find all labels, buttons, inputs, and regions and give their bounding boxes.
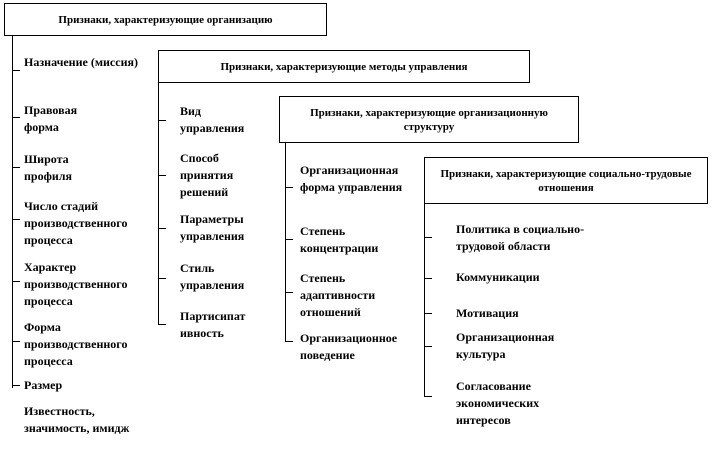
tick	[424, 237, 432, 238]
list-item: Степень адаптивности отношений	[300, 271, 376, 319]
list-item: Организационная культура	[456, 330, 555, 361]
list-item: Известность, значимость, имидж	[24, 404, 130, 435]
list-item: Стиль управления	[180, 261, 245, 292]
list-item: Партисипативность	[180, 309, 246, 340]
list-item: Назначение (миссия)	[24, 55, 138, 69]
tick	[12, 167, 20, 168]
box-social-labor	[424, 157, 708, 204]
tick	[158, 120, 166, 121]
list-item: Широта профиля	[24, 152, 73, 183]
tick	[158, 324, 166, 325]
tick	[12, 341, 20, 342]
list-item: Параметры управления	[180, 212, 245, 243]
tick	[158, 228, 166, 229]
list-item: Размер	[24, 378, 63, 392]
connector-organization	[12, 36, 13, 388]
list-item: Вид управления	[180, 104, 245, 135]
list-item: Организационное поведение	[300, 331, 398, 362]
connector-org-structure	[285, 143, 286, 341]
list-item: Согласование экономических интересов	[456, 379, 540, 427]
tick	[285, 239, 293, 240]
tick	[285, 187, 293, 188]
tick	[12, 70, 20, 71]
tick	[424, 346, 432, 347]
tick	[12, 281, 20, 282]
list-item: Правовая форма	[24, 103, 78, 134]
list-item: Степень концентрации	[300, 224, 379, 255]
box-management-methods-title: Признаки, характеризующие методы управления	[220, 60, 468, 73]
list-item: Число стадий производственного процесса	[24, 199, 128, 247]
tick	[285, 341, 293, 342]
tick	[12, 117, 20, 118]
box-organization-title: Признаки, характеризующие организацию	[58, 13, 273, 26]
list-item: Способ принятия решений	[180, 151, 234, 199]
tick	[158, 175, 166, 176]
tick	[424, 278, 432, 279]
list-item: Характер производственного процесса	[24, 260, 128, 308]
list-item: Коммуникации	[456, 270, 540, 284]
box-social-labor-title: Признаки, характеризующие социально-трудовые отношения	[440, 167, 692, 194]
tick	[424, 396, 432, 397]
tick	[158, 278, 166, 279]
box-org-structure-title: Признаки, характеризующие организационную структуру	[310, 106, 548, 133]
list-item: Политика в социально-трудовой области	[456, 222, 585, 253]
list-item: Форма производственного процесса	[24, 320, 128, 368]
connector-social-labor	[424, 204, 425, 396]
box-management-methods	[158, 50, 530, 83]
tick	[285, 292, 293, 293]
tick	[12, 219, 20, 220]
box-org-structure	[279, 96, 579, 143]
list-item: Организационная форма управления	[300, 163, 403, 194]
tick	[12, 385, 20, 386]
box-organization	[4, 3, 327, 36]
list-item: Мотивация	[456, 306, 519, 320]
tick	[424, 313, 432, 314]
